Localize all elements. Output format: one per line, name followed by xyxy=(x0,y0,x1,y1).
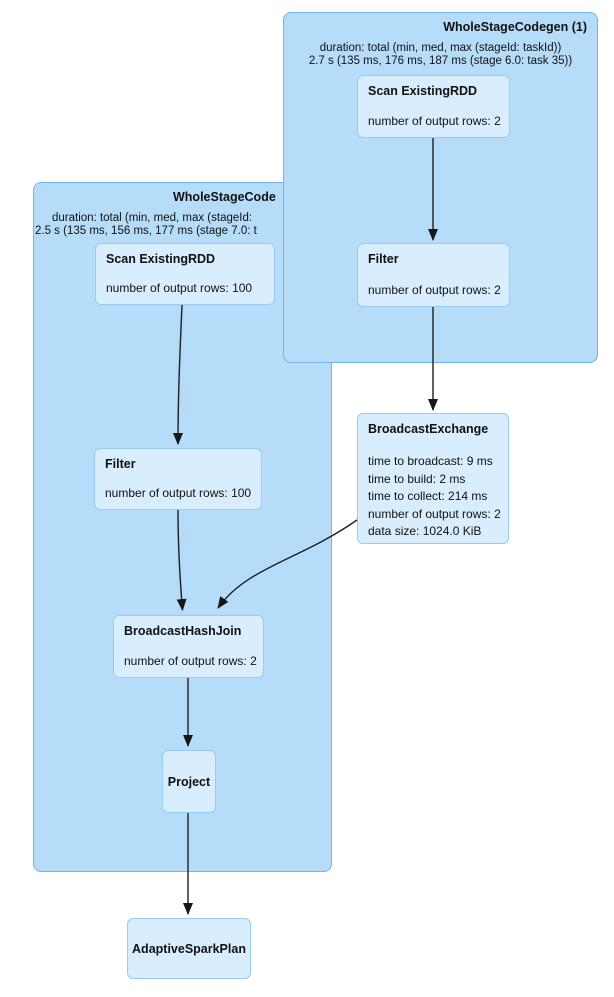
node-title: Filter xyxy=(105,457,136,471)
node-broadcast-hash-join[interactable] xyxy=(113,615,264,678)
node-title: BroadcastExchange xyxy=(368,422,489,436)
cluster-wholestagecodegen-1 xyxy=(283,12,598,363)
node-title: Project xyxy=(167,774,211,789)
node-metric: number of output rows: 2 xyxy=(368,506,501,521)
node-metric: time to collect: 214 ms xyxy=(368,489,488,503)
node-scan-existingrdd-1[interactable] xyxy=(357,75,510,138)
node-scan-existingrdd-2[interactable] xyxy=(95,243,275,305)
cluster-duration-label: duration: total (min, med, max (stageId: xyxy=(52,212,253,224)
node-metric: number of output rows: 2 xyxy=(124,654,257,668)
node-metrics xyxy=(368,453,501,541)
node-metric: number of output rows: 100 xyxy=(105,486,252,500)
cluster-duration-value: 2.7 s (135 ms, 176 ms, 187 ms (stage 6.0: task 35)) xyxy=(308,55,573,67)
cluster-title: WholeStageCodegen (1) xyxy=(443,20,587,34)
cluster-duration-value: 2.5 s (135 ms, 156 ms, 177 ms (stage 7.0: t xyxy=(35,225,257,237)
node-title: BroadcastHashJoin xyxy=(124,624,242,638)
node-title: AdaptiveSparkPlan xyxy=(132,941,246,956)
node-metric: time to broadcast: 9 ms xyxy=(368,454,493,468)
cluster-duration-label: duration: total (min, med, max (stageId: taskId)) xyxy=(319,42,562,54)
node-adaptive-spark-plan[interactable] xyxy=(127,918,251,979)
cluster-title: WholeStageCode xyxy=(173,190,276,204)
node-title: Filter xyxy=(368,252,399,266)
node-title: Scan ExistingRDD xyxy=(368,84,478,98)
node-metric: number of output rows: 2 xyxy=(368,114,501,128)
node-metric: number of output rows: 2 xyxy=(368,283,501,297)
node-metric: data size: 1024.0 KiB xyxy=(368,524,482,538)
node-filter-2[interactable] xyxy=(94,448,262,510)
node-title: Scan ExistingRDD xyxy=(106,252,216,266)
node-broadcast-exchange[interactable] xyxy=(357,413,509,544)
node-filter-1[interactable] xyxy=(357,243,510,307)
node-metric: number of output rows: 100 xyxy=(106,281,253,295)
node-project[interactable] xyxy=(162,750,216,813)
node-metric: time to build: 2 ms xyxy=(368,471,466,486)
